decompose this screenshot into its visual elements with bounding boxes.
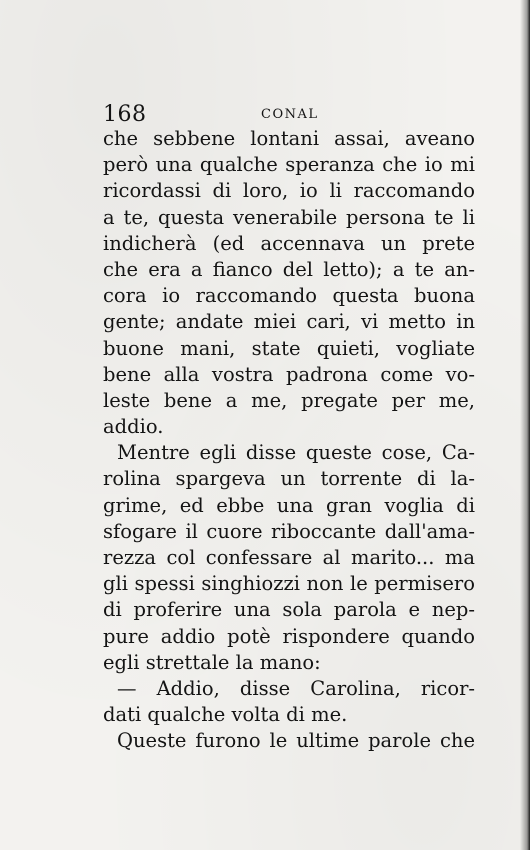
text-line: Queste furono le ultime parole che [117, 729, 475, 753]
text-line: però una qualche speranza che io mi [103, 153, 475, 177]
page-number: 168 [103, 102, 147, 127]
running-head [103, 102, 475, 126]
text-line: gli spessi singhiozzi non le permisero [103, 572, 475, 596]
text-line: buone mani, state quieti, vogliate [103, 336, 475, 360]
text-line: bene alla vostra padrona come vo- [103, 362, 475, 386]
text-line: che era a fianco del letto); a te an- [103, 257, 475, 281]
page-binding-shadow [520, 0, 530, 850]
text-line: rezza col confessare al marito... ma [103, 546, 475, 569]
text-line: Mentre egli disse queste cose, Ca- [117, 441, 475, 465]
text-line: — Addio, disse Carolina, ricor- [117, 676, 475, 700]
running-title: CONAL [261, 107, 319, 122]
text-line: sfogare il cuore riboccante dall'ama- [103, 519, 475, 543]
text-line: ricordassi di loro, io li raccomando [103, 179, 475, 203]
text-line: dati qualche volta di me. [103, 703, 348, 727]
text-line: a te, questa venerabile persona te li [103, 205, 475, 229]
text-line: rolina spargeva un torrente di la- [103, 467, 475, 491]
text-line: grime, ed ebbe una gran voglia di [103, 493, 475, 517]
text-line: addio. [103, 415, 164, 439]
text-line: leste bene a me, pregate per me, [103, 388, 475, 412]
text-line: gente; andate miei cari, vi metto in [103, 310, 475, 334]
text-line: indicherà (ed accennava un prete [103, 231, 475, 255]
text-line: egli strettale la mano: [103, 650, 321, 674]
text-line: pure addio potè rispondere quando [103, 624, 475, 648]
body-text [103, 126, 475, 755]
text-line: di proferire una sola parola e nep- [103, 598, 475, 622]
text-line: che sebbene lontani assai, aveano [103, 127, 475, 150]
text-line: cora io raccomando questa buona [103, 284, 475, 308]
